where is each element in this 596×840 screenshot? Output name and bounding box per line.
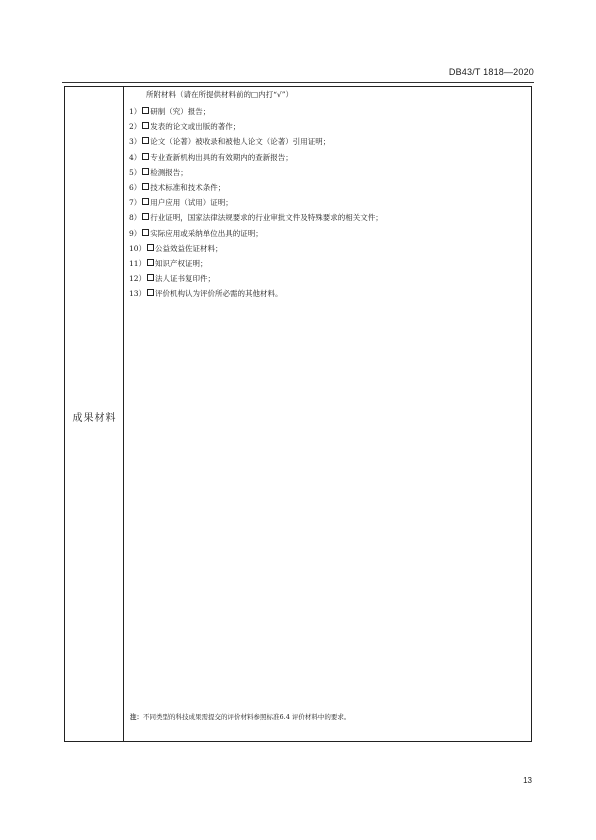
materials-list — [129, 104, 383, 301]
checkbox-icon[interactable] — [142, 107, 149, 114]
material-item — [129, 241, 383, 256]
checkbox-icon[interactable] — [142, 213, 149, 220]
material-item-number: 1） — [129, 107, 142, 116]
checkbox-icon[interactable] — [142, 168, 149, 175]
material-item-text: 行业证明，国家法律法规要求的行业审批文件及特殊要求的相关文件； — [150, 213, 383, 223]
checkbox-icon[interactable] — [142, 198, 149, 205]
page-number: 13 — [523, 776, 532, 785]
material-item-number: 2） — [129, 122, 142, 132]
material-item — [129, 150, 383, 165]
note-label: 注： — [130, 713, 143, 721]
material-item-number: 12） — [129, 274, 147, 284]
material-item — [129, 210, 383, 225]
material-item-text: 论文（论著）被收录和被他人论文（论著）引用证明； — [150, 137, 331, 147]
material-item-number: 13） — [129, 289, 147, 299]
checkbox-icon[interactable] — [147, 259, 154, 266]
material-item-text: 技术标准和技术条件； — [150, 182, 226, 192]
materials-table — [64, 86, 532, 742]
material-item-text: 知识产权证明； — [155, 258, 208, 268]
material-item-number: 7） — [129, 198, 142, 208]
note — [130, 712, 350, 721]
material-item-number: 10） — [129, 243, 147, 253]
material-item-text: 法人证书复印件； — [155, 274, 216, 284]
material-item — [129, 271, 383, 286]
material-item — [129, 165, 383, 180]
material-item-text: 研制（究）报告； — [150, 107, 211, 116]
material-item-text: 实际应用或采纳单位出具的证明； — [150, 228, 263, 238]
material-item-text: 检测报告； — [150, 167, 188, 177]
material-item-number: 3） — [129, 137, 142, 147]
checkbox-icon[interactable] — [142, 183, 149, 190]
material-item-text: 公益效益佐证材料； — [155, 243, 223, 253]
checkbox-icon[interactable] — [147, 274, 154, 281]
material-item-text: 用户应用（试用）证明； — [150, 198, 233, 208]
checkbox-icon[interactable] — [142, 122, 149, 129]
row-label: 成果材料 — [72, 413, 117, 424]
material-item — [129, 104, 383, 119]
material-item — [129, 180, 383, 195]
checkbox-icon[interactable] — [142, 229, 149, 236]
materials-heading: 所附材料（请在所提供材料前的□内打“√”） — [146, 90, 294, 99]
material-item-number: 4） — [129, 152, 142, 162]
header-rule — [62, 82, 534, 83]
note-text: 不同类型的科技成果需提交的评价材料参照标准6.4 评价材料中的要求。 — [143, 713, 351, 721]
checkbox-icon[interactable] — [142, 153, 149, 160]
material-item-number: 8） — [129, 213, 142, 223]
row-label-cell — [65, 87, 124, 741]
material-item — [129, 256, 383, 271]
checkbox-icon[interactable] — [142, 137, 149, 144]
material-item-text: 发表的论文或出版的著作； — [150, 122, 241, 132]
material-item — [129, 195, 383, 210]
material-item-number: 6） — [129, 182, 142, 192]
material-item-number: 9） — [129, 228, 142, 238]
material-item — [129, 134, 383, 149]
materials-cell — [124, 87, 531, 741]
material-item — [129, 226, 383, 241]
checkbox-icon[interactable] — [147, 244, 154, 251]
checkbox-icon[interactable] — [147, 289, 154, 296]
material-item-number: 11） — [129, 258, 147, 268]
material-item-number: 5） — [129, 167, 142, 177]
material-item-text: 评价机构认为评价所必需的其他材料。 — [155, 289, 283, 299]
standard-code: DB43/T 1818—2020 — [448, 67, 534, 77]
material-item — [129, 119, 383, 134]
material-item — [129, 286, 383, 301]
material-item-text: 专业查新机构出具的有效期内的查新报告； — [150, 152, 293, 162]
